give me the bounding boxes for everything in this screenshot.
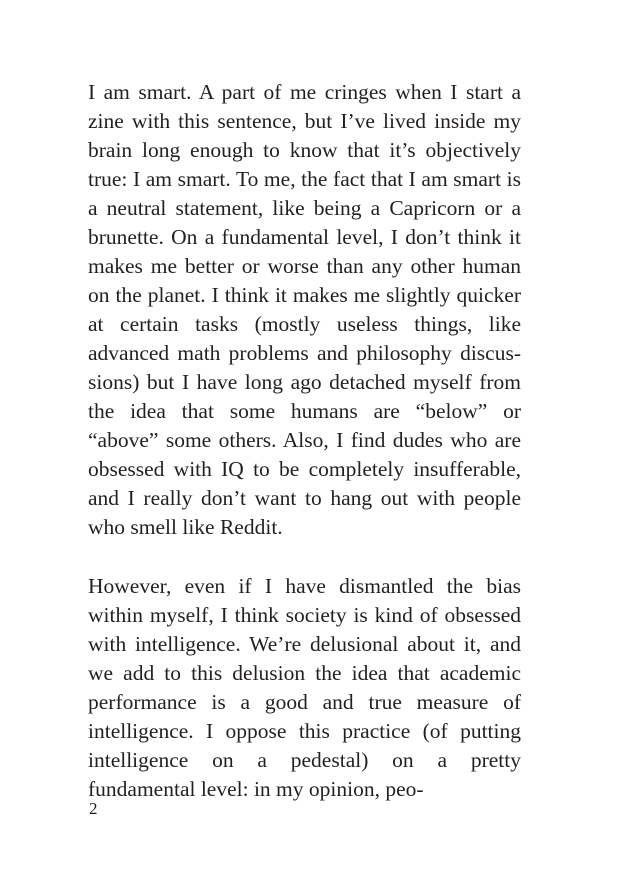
body-paragraph-2: However, even if I have dismantled the bias within myself, I think society is kind of obsessed with intelligence. We’re delusional about it, and we add to this delusion the idea that academic performance is a good and true measure of intelligence. I oppose this practice (of putting intelligence on a pedestal) on a pretty fundamental level: in my opinion, peo-	[88, 574, 521, 801]
page-number: 2	[89, 799, 98, 818]
body-paragraph-1: I am smart. A part of me cringes when I start a zine with this sentence, but I’ve lived inside my brain long enough to know that it’s objectively true: I am smart. To me, the fact that I am smart is a neutral statement, like being a Capricorn or a brunette. On a fundamental level, I don’t think it makes me better or worse than any other human on the planet. I think it makes me slightly quicker at certain tasks (mostly useless things, like advanced math problems and philosophy discussions) but I have long ago detached myself from the idea that some humans are “below” or “above” some others. Also, I find dudes who are obsessed with IQ to be completely insufferable, and I really don’t want to hang out with people who smell like Reddit.	[88, 80, 521, 539]
